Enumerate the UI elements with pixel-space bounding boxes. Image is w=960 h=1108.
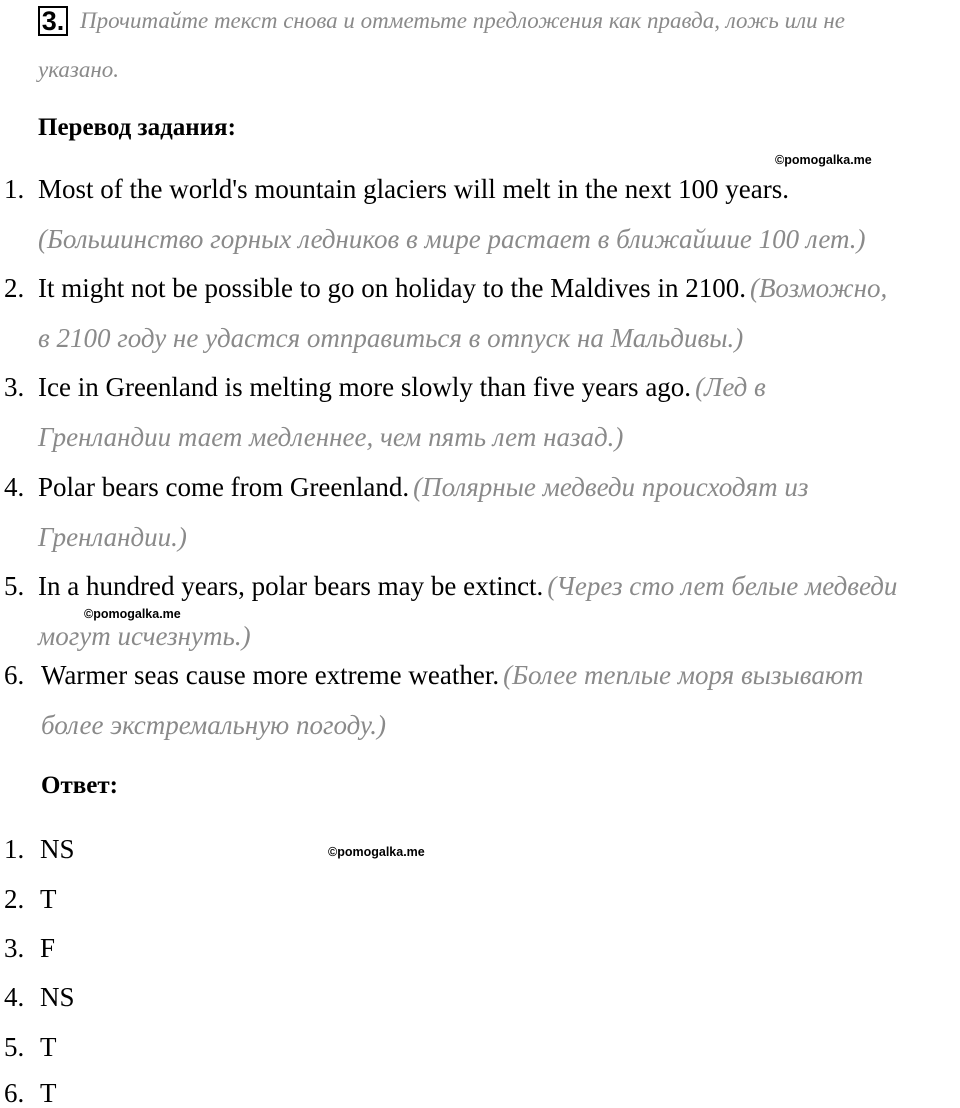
statement-english: It might not be possible to go on holiday to the Maldives in 2100. [38,273,746,303]
watermark: ©pomogalka.me [84,607,181,621]
statement-number: 6. [4,660,25,690]
answer-value: F [40,933,56,963]
statement-russian: (Через сто лет белые медведи [547,571,898,601]
statement-english: Polar bears come from Greenland. [38,472,410,502]
statement-russian-cont: в 2100 году не удастся отправиться в отпуск на Мальдивы.) [38,323,744,353]
answer-heading: Ответ: [41,772,118,799]
exercise-number: 3. [38,6,68,36]
answer-value: T [40,1032,57,1062]
statement-number: 4. [4,472,25,502]
answer-number: 1. [4,834,25,864]
statement-russian: (Большинство горных ледников в мире растает в ближайшие 100 лет.) [38,224,866,254]
statement-english: In a hundred years, polar bears may be extinct. [38,571,544,601]
task-instruction-line2: указано. [38,57,120,82]
statement-number: 1. [4,174,25,204]
answer-number: 4. [4,982,25,1012]
statement-russian-cont: могут исчезнуть.) [38,621,251,651]
answer-number: 2. [4,884,25,914]
statement-russian: (Полярные медведи происходят из [413,472,809,502]
answer-value: T [40,884,57,914]
answer-value: NS [40,982,75,1012]
translation-heading: Перевод задания: [38,114,236,141]
statement-russian-cont: более экстремальную погоду.) [41,710,386,740]
statement-english: Most of the world's mountain glaciers will melt in the next 100 years. [38,174,789,204]
statement-russian-cont: Гренландии тает медленнее, чем пять лет назад.) [38,422,624,452]
statement-russian: (Возможно, [749,273,888,303]
statement-number: 3. [4,372,25,402]
statement-russian: (Лед в [695,372,766,402]
answer-number: 3. [4,933,25,963]
statement-russian-cont: Гренландии.) [38,522,187,552]
answer-number: 5. [4,1032,25,1062]
task-instruction-line1: Прочитайте текст снова и отметьте предложения как правда, ложь или не [80,8,845,33]
watermark: ©pomogalka.me [328,845,425,859]
answer-value: T [40,1078,57,1108]
watermark: ©pomogalka.me [775,153,872,167]
statement-russian: (Более теплые моря вызывают [503,660,864,690]
statement-number: 5. [4,571,25,601]
answer-value: NS [40,834,75,864]
statement-number: 2. [4,273,25,303]
statement-english: Warmer seas cause more extreme weather. [41,660,500,690]
answer-number: 6. [4,1078,25,1108]
statement-english: Ice in Greenland is melting more slowly than five years ago. [38,372,692,402]
